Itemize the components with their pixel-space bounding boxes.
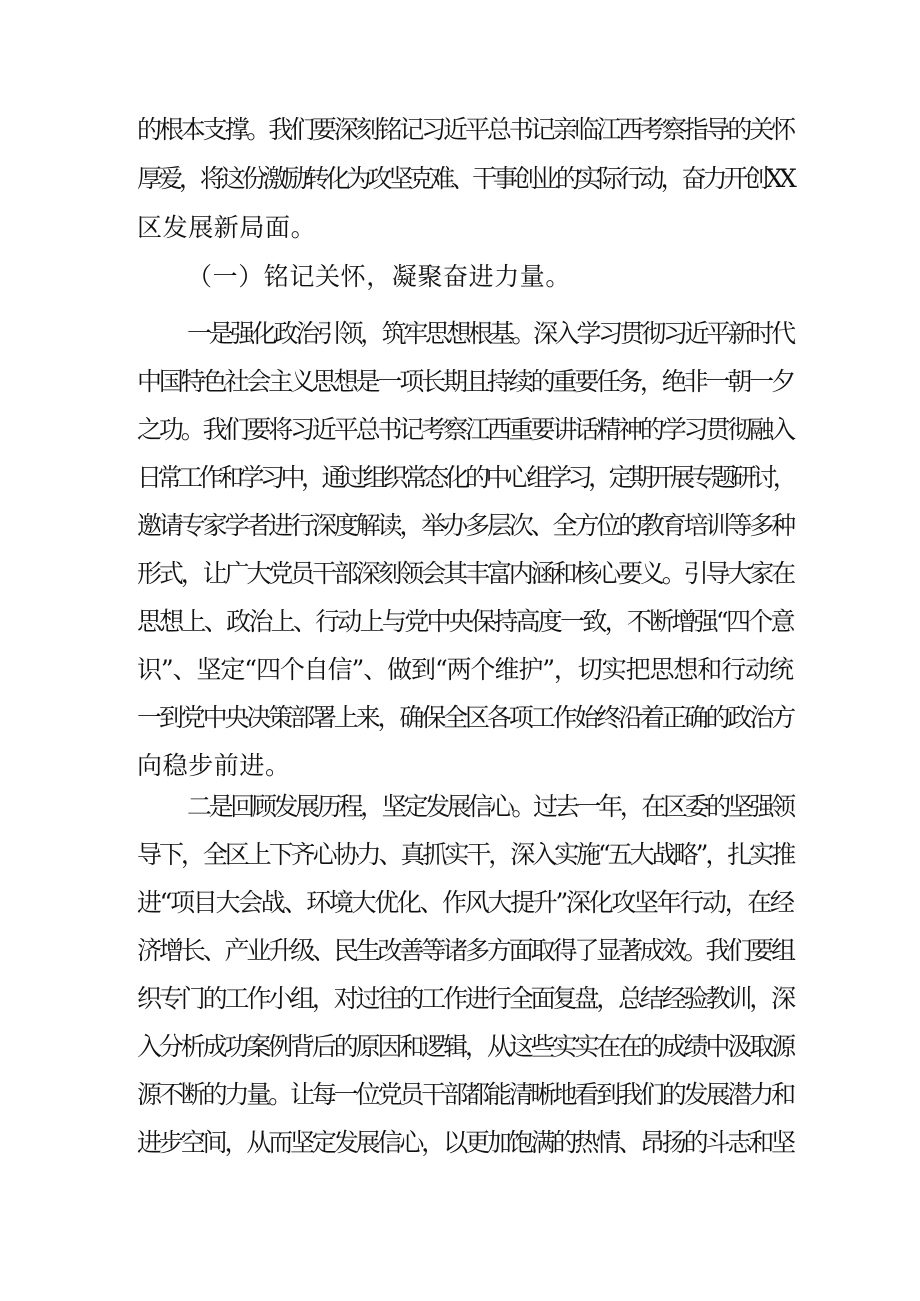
- text-line: 之功。我们要将习近平总书记考察江西重要讲话精神的学习贯彻融入: [137, 415, 794, 444]
- text-line: 织专门的工作小组，对过往的工作进行全面复盘，总结经验教训，深: [137, 984, 794, 1013]
- text-line: 进步空间，从而坚定发展信心，以更加饱满的热情、昂扬的斗志和坚: [137, 1128, 794, 1157]
- text-line: 进“项目大会战、环境大优化、作风大提升”深化攻坚年行动，在经: [137, 888, 793, 917]
- text-line: 源不断的力量。让每一位党员干部都能清晰地看到我们的发展潜力和: [137, 1080, 794, 1109]
- text-line: 识”、坚定“四个自信”、做到“两个维护”，切实把思想和行动统: [137, 655, 793, 684]
- text-line: 形式，让广大党员干部深刻领会其丰富内涵和核心要义。引导大家在: [137, 559, 794, 588]
- text-line: 的根本支撑。我们要深刻铭记习近平总书记亲临江西考察指导的关怀: [137, 115, 794, 144]
- text-line: 厚爱，将这份激励转化为攻坚克难、干事创业的实际行动，奋力开创XX: [137, 164, 793, 193]
- section-heading: （一）铭记关怀，凝聚奋进力量。: [187, 262, 572, 291]
- text-line: 邀请专家学者进行深度解读，举办多层次、全方位的教育培训等多种: [137, 511, 794, 540]
- text-line: 一到党中央决策部署上来，确保全区各项工作始终沿着正确的政治方: [137, 703, 794, 732]
- text-line: 一是强化政治引领，筑牢思想根基。深入学习贯彻习近平新时代: [187, 319, 793, 348]
- text-line: 导下，全区上下齐心协力、真抓实干，深入实施“五大战略”，扎实推: [137, 840, 794, 869]
- text-line: 中国特色社会主义思想是一项长期且持续的重要任务，绝非一朝一夕: [137, 367, 794, 396]
- text-line: 济增长、产业升级、民生改善等诸多方面取得了显著成效。我们要组: [137, 936, 794, 965]
- text-line: 区发展新局面。: [137, 213, 317, 242]
- text-line: 向稳步前进。: [137, 751, 291, 780]
- text-line: 思想上、政治上、行动上与党中央保持高度一致，不断增强“四个意: [137, 607, 793, 636]
- text-line: 日常工作和学习中，通过组织常态化的中心组学习，定期开展专题研讨，: [137, 463, 794, 492]
- text-line: 二是回顾发展历程，坚定发展信心。过去一年，在区委的坚强领: [187, 792, 793, 821]
- text-line: 入分析成功案例背后的原因和逻辑，从这些实实在在的成绩中汲取源: [137, 1032, 794, 1061]
